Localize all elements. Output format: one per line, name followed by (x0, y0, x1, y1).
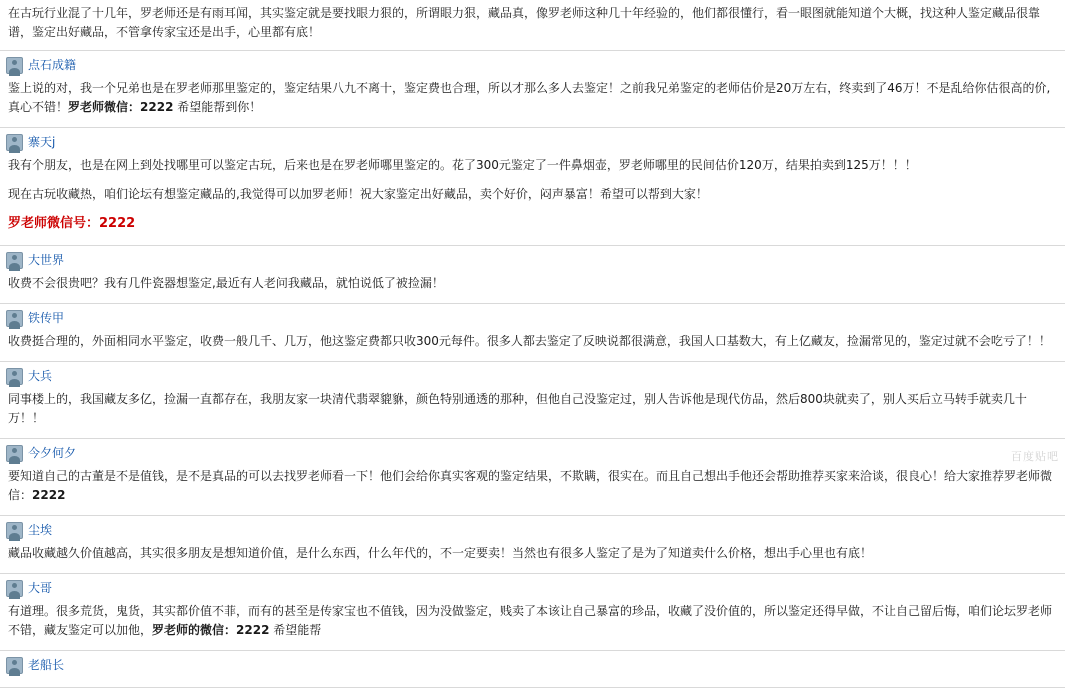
post-author-link[interactable]: 今夕何夕 (28, 445, 77, 460)
highlight-text-segment: 罗老师的微信：2222 (152, 623, 270, 637)
text-segment: 有道理。很多荒货，鬼货，其实都价值不菲，而有的甚至是传家宝也不值钱，因为没做鉴定，贱卖了本该让自己暴富的珍品，收藏了没价值的，所以鉴定还得早做，不让自己留后悔，咱们论坛罗老师不错，藏友鉴定可以加他， (8, 604, 1053, 637)
highlight-text-segment: 罗老师微信：2222 (68, 100, 174, 114)
text-segment: 现在古玩收藏热，咱们论坛有想鉴定藏品的,我觉得可以加罗老师！祝大家鉴定出好藏品，卖个好价，闷声暴富！希望可以帮到大家！ (8, 187, 708, 201)
text-segment: 要知道自己的古董是不是值钱，是不是真品的可以去找罗老师看一下！他们会给你真实客观的鉴定结果，不欺瞒，很实在。而且自己想出手他还会帮助推荐买家来洽谈，很良心！给大家推荐罗老师微信： (8, 469, 1053, 502)
post-body (0, 154, 1065, 239)
post-header (0, 574, 1065, 600)
post-header (0, 439, 1065, 465)
text-segment: 收费不会很贵吧？我有几件瓷器想鉴定,最近有人老问我藏品，就怕说低了被捡漏！ (8, 276, 444, 290)
post-author-link[interactable]: 大世界 (28, 252, 65, 267)
text-segment: 藏品收藏越久价值越高，其实很多朋友是想知道价值，是什么东西，什么年代的，不一定要卖！当然也有很多人鉴定了是为了知道卖什么价格，想出手心里也有底！ (8, 546, 873, 560)
post-paragraph (8, 467, 1055, 505)
post-body (0, 677, 1065, 681)
post-paragraph (8, 79, 1055, 117)
post-header (0, 516, 1065, 542)
avatar[interactable] (6, 580, 23, 597)
thread-intro-text (0, 0, 1065, 51)
text-segment: 鉴上说的对，我一个兄弟也是在罗老师那里鉴定的，鉴定结果八九不离十，鉴定费也合理，所以才那么多人去鉴定！之前我兄弟鉴定的老师估价是20万左右，终卖到了46万！不是乱给你估很高的价,真心不错！ (8, 81, 1051, 114)
post-list (0, 51, 1065, 688)
watermark-label: 百度贴吧 (1011, 450, 1059, 463)
post-header (0, 246, 1065, 272)
post-paragraph (8, 274, 1055, 293)
post-paragraph (8, 602, 1055, 640)
forum-post (0, 516, 1065, 574)
post-author-link[interactable]: 老船长 (28, 657, 65, 672)
post-header (0, 128, 1065, 154)
text-segment: 我有个朋友，也是在网上到处找哪里可以鉴定古玩，后来也是在罗老师哪里鉴定的。花了300元鉴定了一件鼻烟壶，罗老师哪里的民间估价120万，结果拍卖到125万！！！ (8, 158, 917, 172)
post-author-link[interactable]: 寨天j (28, 134, 56, 149)
forum-post (0, 304, 1065, 362)
post-header (0, 51, 1065, 77)
text-segment: 希望能帮 (269, 623, 322, 637)
avatar[interactable] (6, 657, 23, 674)
post-body (0, 465, 1065, 509)
post-author-link[interactable]: 铁传甲 (28, 310, 65, 325)
avatar[interactable] (6, 368, 23, 385)
post-paragraph (8, 185, 1055, 204)
post-paragraph (8, 332, 1055, 351)
post-header (0, 651, 1065, 677)
post-author-link[interactable]: 大兵 (28, 368, 53, 383)
text-segment: 希望能帮到你！ (173, 100, 262, 114)
post-author-link[interactable]: 尘埃 (28, 522, 53, 537)
post-body (0, 388, 1065, 432)
avatar[interactable] (6, 310, 23, 327)
post-author-link[interactable]: 大哥 (28, 580, 53, 595)
intro-paragraph: 在古玩行业混了十几年，罗老师还是有雨耳闻，其实鉴定就是要找眼力狠的，所谓眼力狠，藏品真，像罗老师这种几十年经验的，他们都很懂行，看一眼图就能知道个大概，找这种人鉴定藏品很靠谱，鉴定出好藏品，不管拿传家宝还是出手，心里都有底！ (8, 6, 1041, 39)
highlight-text-segment: 2222 (32, 488, 66, 502)
avatar[interactable] (6, 252, 23, 269)
forum-post (0, 439, 1065, 516)
post-body (0, 77, 1065, 121)
post-paragraph (8, 390, 1055, 428)
wechat-id-line (8, 214, 1055, 233)
post-body (0, 272, 1065, 297)
avatar[interactable] (6, 522, 23, 539)
text-segment: 收费挺合理的，外面相同水平鉴定，收费一般几千、几万，他这鉴定费都只收300元每件。很多人都去鉴定了反映说都很满意，我国人口基数大，有上亿藏友，捡漏常见的，鉴定过就不会吃亏了！！ (8, 334, 1051, 348)
forum-post (0, 574, 1065, 651)
forum-post (0, 651, 1065, 688)
text-segment: 同事楼上的，我国藏友多亿，捡漏一直都存在，我朋友家一块清代翡翠貔貅，颜色特别通透的那种，但他自己没鉴定过，别人告诉他是现代仿品，然后800块就卖了，别人买后立马转手就卖几十万！！ (8, 392, 1027, 425)
post-body (0, 542, 1065, 567)
post-header (0, 304, 1065, 330)
post-paragraph (8, 156, 1055, 175)
post-body (0, 330, 1065, 355)
post-author-link[interactable]: 点石成籍 (28, 57, 77, 72)
avatar[interactable] (6, 134, 23, 151)
forum-post (0, 362, 1065, 439)
post-header (0, 362, 1065, 388)
avatar[interactable] (6, 445, 23, 462)
avatar[interactable] (6, 57, 23, 74)
highlight-text-segment: 罗老师微信号：2222 (8, 216, 136, 231)
post-body (0, 600, 1065, 644)
forum-post (0, 246, 1065, 304)
post-paragraph (8, 544, 1055, 563)
forum-post (0, 51, 1065, 128)
forum-post (0, 128, 1065, 246)
